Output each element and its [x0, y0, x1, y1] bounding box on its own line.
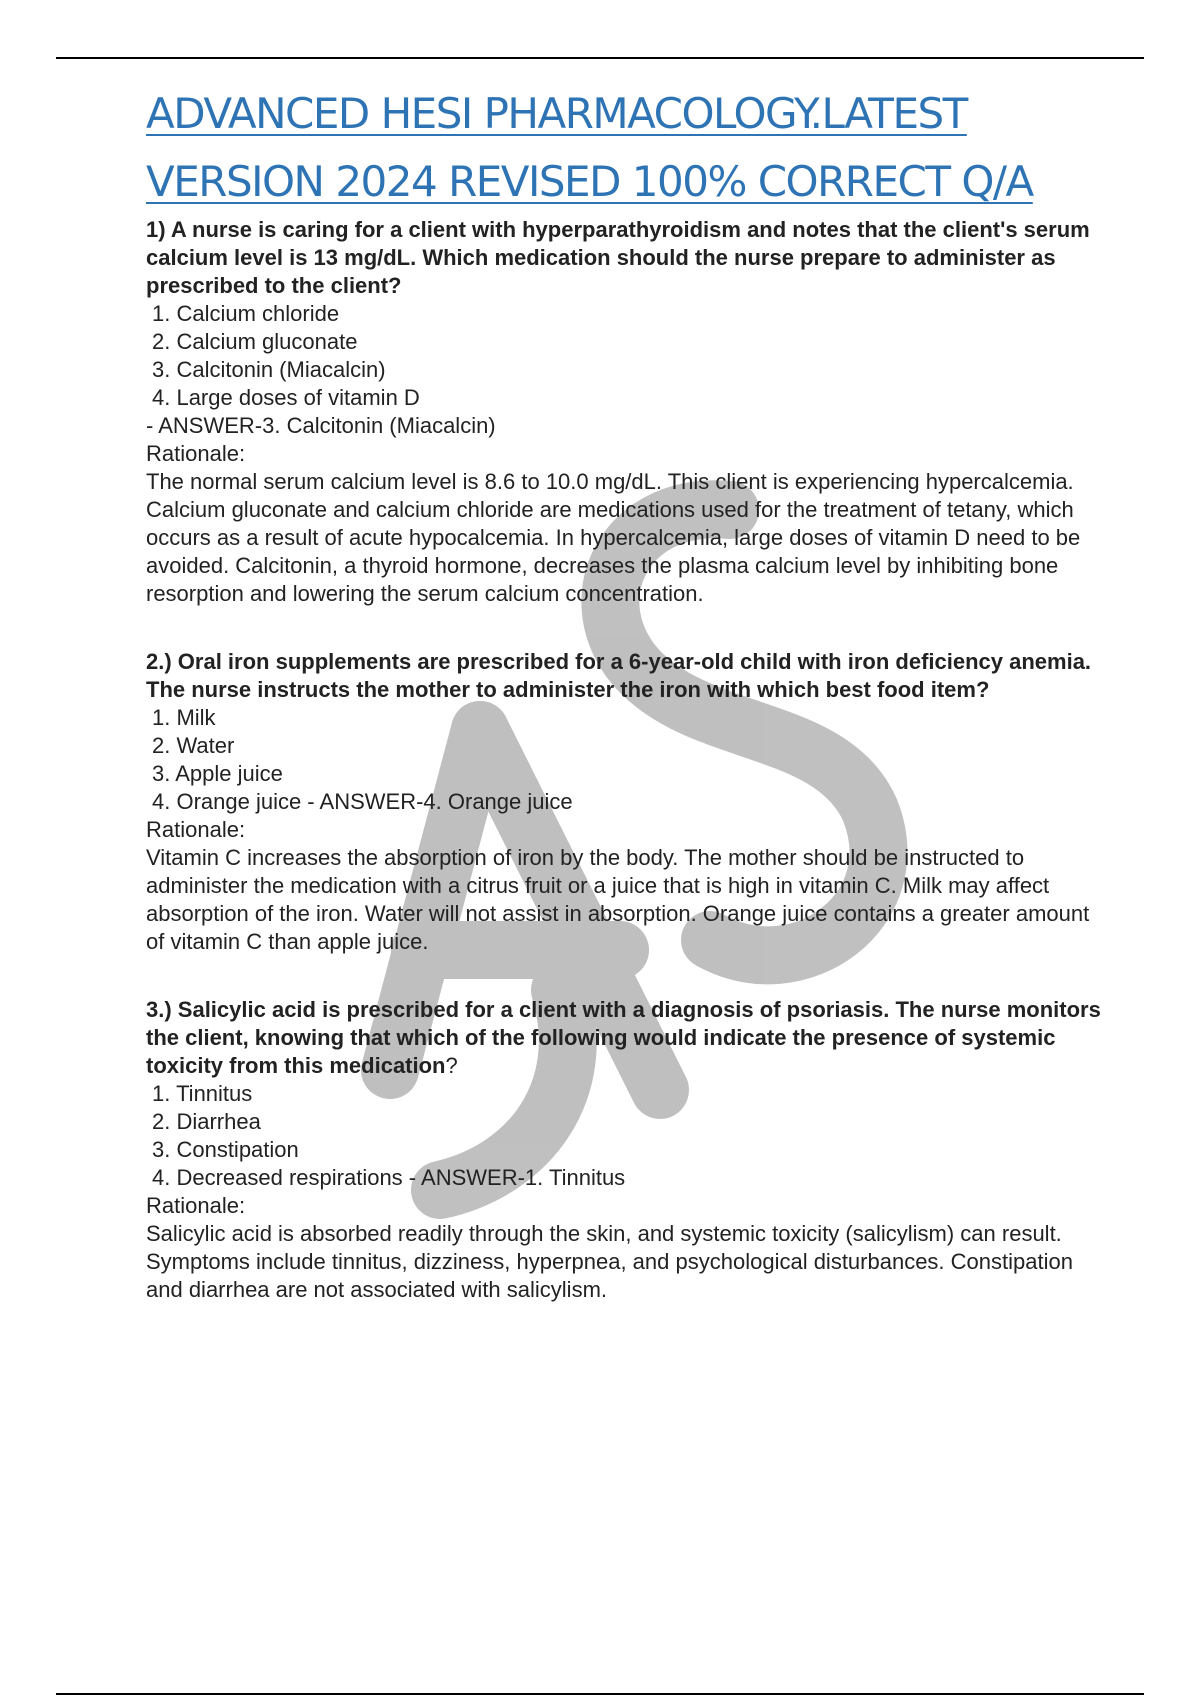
answer-line: - ANSWER-3. Calcitonin (Miacalcin) — [146, 413, 496, 438]
question-stem: 1) A nurse is caring for a client with hyperparathyroidism and notes that the client's serum calcium level is 13 mg/dL. Which medication should the nurse prepare to administer as prescribed to the client? — [146, 217, 1090, 298]
question-2 — [146, 648, 1106, 956]
rationale-label: Rationale: — [146, 441, 246, 466]
option-item: 3. Apple juice — [152, 761, 283, 786]
rationale-text: The normal serum calcium level is 8.6 to 10.0 mg/dL. This client is experiencing hypercalcemia. Calcium gluconate and calcium chloride are medications used for the treatment of tetany, which occurs as a result of acute hypocalcemia. In hypercalcemia, large doses of vitamin D need to be avoided. Calcitonin, a thyroid hormone, decreases the plasma calcium level by inhibiting bone resorption and lowering the serum calcium concentration. — [146, 469, 1081, 606]
question-mark: ? — [445, 1053, 458, 1078]
question-stem: 2.) Oral iron supplements are prescribed for a 6-year-old child with iron deficiency anemia. The nurse instructs the mother to administer the iron with which best food item? — [146, 649, 1092, 702]
option-item: 4. Large doses of vitamin D — [152, 385, 420, 410]
option-item: 2. Water — [152, 733, 235, 758]
option-item: 2. Diarrhea — [152, 1109, 261, 1134]
option-item: 2. Calcium gluconate — [152, 329, 358, 354]
question-stem — [146, 996, 1106, 1080]
option-list — [146, 1080, 1106, 1192]
option-list — [146, 704, 1106, 816]
option-item: 4. Orange juice - ANSWER-4. Orange juice — [152, 789, 573, 814]
option-item: 1. Tinnitus — [152, 1081, 253, 1106]
question-3 — [146, 996, 1106, 1304]
top-rule — [56, 57, 1144, 59]
question-1 — [146, 216, 1106, 608]
option-item: 1. Milk — [152, 705, 216, 730]
bottom-rule — [56, 1693, 1144, 1695]
document-body — [146, 80, 1106, 1304]
rationale-label: Rationale: — [146, 1193, 246, 1218]
option-item: 4. Decreased respirations - ANSWER-1. Tinnitus — [152, 1165, 626, 1190]
option-item: 3. Calcitonin (Miacalcin) — [152, 357, 386, 382]
rationale-label: Rationale: — [146, 817, 246, 842]
rationale-text: Salicylic acid is absorbed readily through the skin, and systemic toxicity (salicylism) can result. Symptoms include tinnitus, dizziness, hyperpnea, and psychological disturbances. Constipation and diarrhea are not associated with salicylism. — [146, 1221, 1073, 1302]
option-list — [146, 300, 1106, 412]
option-item: 1. Calcium chloride — [152, 301, 340, 326]
question-stem-text: 3.) Salicylic acid is prescribed for a client with a diagnosis of psoriasis. The nurse monitors the client, knowing that which of the following would indicate the presence of systemic toxicity from this medication — [146, 997, 1101, 1078]
rationale-text: Vitamin C increases the absorption of iron by the body. The mother should be instructed to administer the medication with a citrus fruit or a juice that is high in vitamin C. Milk may affect absorption of the iron. Water will not assist in absorption. Orange juice contains a greater amount of vitamin C than apple juice. — [146, 845, 1090, 954]
option-item: 3. Constipation — [152, 1137, 299, 1162]
document-title: ADVANCED HESI PHARMACOLOGY.LATEST VERSION 2024 REVISED 100% CORRECT Q/A — [146, 89, 1033, 206]
